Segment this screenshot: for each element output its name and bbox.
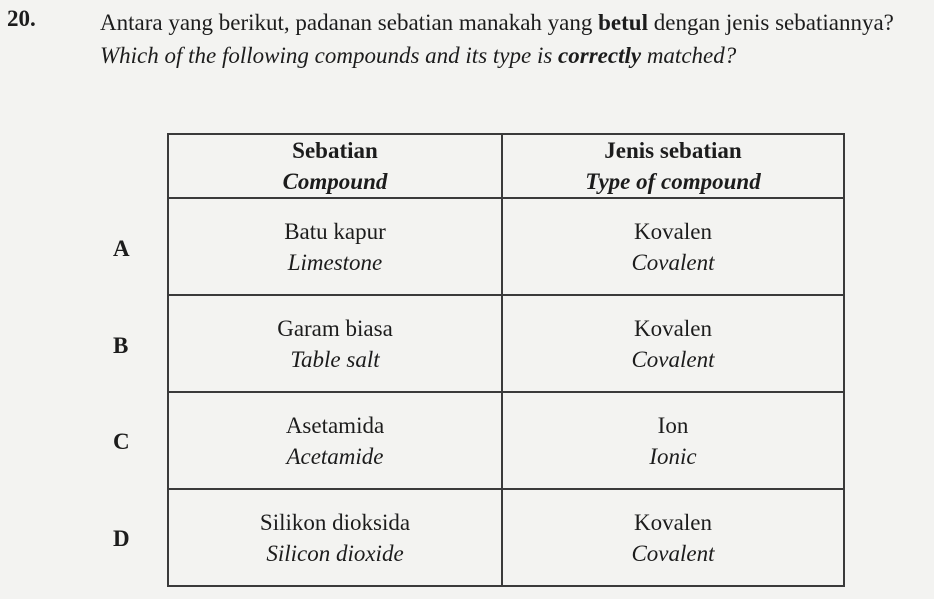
compound-cell: Silikon dioksida Silicon dioxide — [168, 489, 502, 586]
type-cell: Kovalen Covalent — [502, 489, 844, 586]
table-row-b — [168, 295, 844, 392]
table-header-row — [168, 134, 844, 198]
emphasis-betul: betul — [598, 10, 648, 35]
compound-cell: Garam biasa Table salt — [168, 295, 502, 392]
table-row-a — [168, 198, 844, 295]
type-cell: Ion Ionic — [502, 392, 844, 489]
answer-table — [167, 133, 845, 587]
header-compound: Sebatian Compound — [168, 134, 502, 198]
header-type-of-compound: Jenis sebatian Type of compound — [502, 134, 844, 198]
table-row-d — [168, 489, 844, 586]
emphasis-correctly: correctly — [558, 43, 642, 68]
compound-cell: Batu kapur Limestone — [168, 198, 502, 295]
option-label-d[interactable]: D — [113, 526, 130, 551]
question-stem-malay: Antara yang berikut, padanan sebatian manakah yang betul dengan jenis sebatiannya? — [100, 10, 894, 35]
table-row-c — [168, 392, 844, 489]
question-number: 20. — [7, 6, 36, 31]
option-label-b[interactable]: B — [113, 333, 129, 358]
question-stem — [100, 6, 930, 72]
compound-cell: Asetamida Acetamide — [168, 392, 502, 489]
option-label-c[interactable]: C — [113, 429, 130, 454]
question-stem-english: Which of the following compounds and its type is correctly matched? — [100, 43, 737, 68]
type-cell: Kovalen Covalent — [502, 295, 844, 392]
type-cell: Kovalen Covalent — [502, 198, 844, 295]
option-label-a[interactable]: A — [113, 236, 130, 261]
